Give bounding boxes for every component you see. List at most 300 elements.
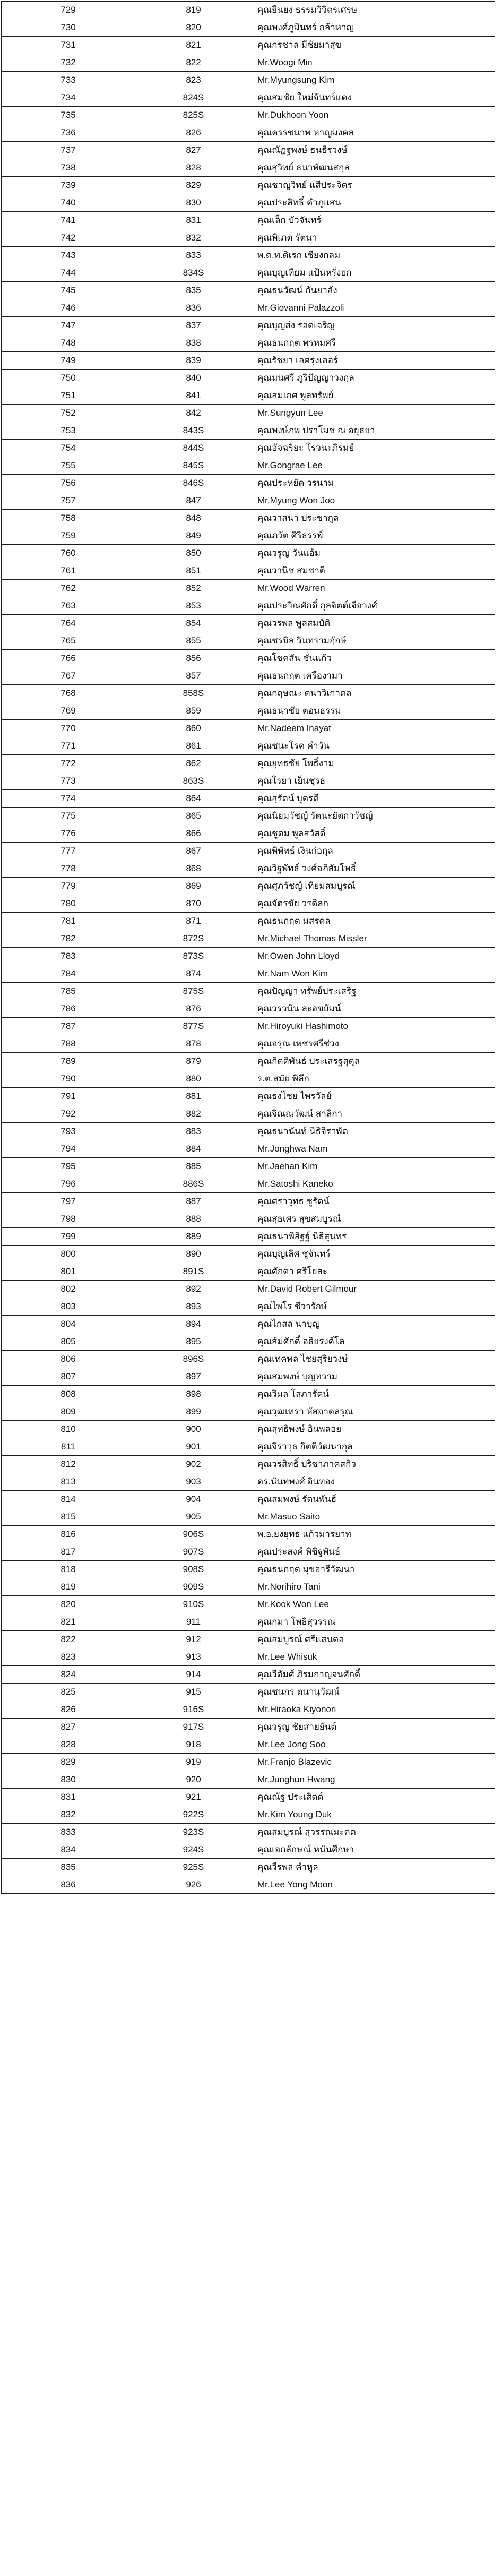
row-number-cell: 732 (2, 54, 135, 72)
member-name-cell: คุณกมา โพธิสุวรรณ (252, 1613, 495, 1631)
member-name-cell: คุณวุฒเทรา หัสถาดลรุณ (252, 1403, 495, 1421)
member-name-cell: คุณอัจฉริยะ โรจนะภิรมย์ (252, 440, 495, 457)
table-row (2, 1298, 495, 1316)
member-name-cell: คุณประหยัด วรนาม (252, 475, 495, 492)
table-row (2, 1491, 495, 1508)
row-number-cell: 736 (2, 124, 135, 142)
table-row (2, 299, 495, 317)
member-code-cell: 835 (135, 282, 252, 299)
member-code-cell: 921 (135, 1789, 252, 1806)
member-code-cell: 862 (135, 755, 252, 772)
row-number-cell: 797 (2, 1193, 135, 1210)
table-row (2, 282, 495, 299)
table-row (2, 1578, 495, 1596)
row-number-cell: 804 (2, 1316, 135, 1333)
row-number-cell: 798 (2, 1210, 135, 1228)
table-row (2, 317, 495, 334)
member-name-cell: Mr.Jonghwa Nam (252, 1140, 495, 1158)
member-name-cell: Mr.Giovanni Palazzoli (252, 299, 495, 317)
member-name-cell: คุณเทคพล ไชยสุริยวงษ์ (252, 1351, 495, 1368)
row-number-cell: 744 (2, 264, 135, 282)
member-name-cell: คุณวรสิทธิ์ ปริชาภาคสกิจ (252, 1456, 495, 1473)
row-number-cell: 777 (2, 843, 135, 860)
member-name-cell: คุณพงษ์ภพ ปราโมช ณ อยุธยา (252, 422, 495, 440)
table-row (2, 334, 495, 352)
row-number-cell: 764 (2, 615, 135, 632)
row-number-cell: 771 (2, 737, 135, 755)
row-number-cell: 765 (2, 632, 135, 650)
member-code-cell: 853 (135, 597, 252, 615)
member-code-cell: 873S (135, 948, 252, 965)
member-name-cell: คุณชนะโรค คำวัน (252, 737, 495, 755)
member-code-cell: 883 (135, 1123, 252, 1140)
member-code-cell: 856 (135, 650, 252, 667)
member-code-cell: 858S (135, 685, 252, 702)
row-number-cell: 822 (2, 1631, 135, 1648)
member-name-cell: Mr.Wood Warren (252, 580, 495, 597)
member-code-cell: 830 (135, 194, 252, 212)
row-number-cell: 785 (2, 983, 135, 1000)
row-number-cell: 757 (2, 492, 135, 510)
table-row (2, 895, 495, 913)
member-code-cell: 838 (135, 334, 252, 352)
member-name-cell: คุณธนวัฒน์ กันยาลัง (252, 282, 495, 299)
table-row (2, 1070, 495, 1088)
table-row (2, 1789, 495, 1806)
row-number-cell: 769 (2, 702, 135, 720)
table-row (2, 475, 495, 492)
member-code-cell: 890 (135, 1246, 252, 1263)
table-row (2, 1648, 495, 1666)
member-code-cell: 884 (135, 1140, 252, 1158)
table-row (2, 1228, 495, 1246)
member-name-cell: คุณมนศรี ภูริปัญญาวงกุล (252, 370, 495, 387)
member-name-cell: ร.ต.สมัย พิลึก (252, 1070, 495, 1088)
table-row (2, 19, 495, 37)
member-name-cell: Mr.Kook Won Lee (252, 1596, 495, 1613)
row-number-cell: 799 (2, 1228, 135, 1246)
table-row (2, 1210, 495, 1228)
table-row (2, 247, 495, 264)
row-number-cell: 737 (2, 142, 135, 159)
member-name-cell: คุณวีดัมศ์ ภิรมกาญจนศักดิ์ (252, 1666, 495, 1684)
row-number-cell: 800 (2, 1246, 135, 1263)
row-number-cell: 826 (2, 1701, 135, 1719)
row-number-cell: 738 (2, 159, 135, 177)
member-name-cell: คุณณัฐ ประเสิตต์ (252, 1789, 495, 1806)
row-number-cell: 831 (2, 1789, 135, 1806)
member-code-cell: 857 (135, 667, 252, 685)
row-number-cell: 820 (2, 1596, 135, 1613)
row-number-cell: 775 (2, 808, 135, 825)
table-row (2, 772, 495, 790)
member-name-cell: พ.อ.ยงยุทธ แก้วมารยาท (252, 1526, 495, 1543)
member-code-cell: 872S (135, 930, 252, 948)
member-code-cell: 847 (135, 492, 252, 510)
member-code-cell: 906S (135, 1526, 252, 1543)
member-name-cell: คุณยืนยง ธรรมวิจิตรเศรษ (252, 2, 495, 19)
row-number-cell: 796 (2, 1175, 135, 1193)
member-name-cell: คุณศราวุทธ ชูรัตน์ (252, 1193, 495, 1210)
member-code-cell: 925S (135, 1859, 252, 1876)
member-code-cell: 881 (135, 1088, 252, 1105)
row-number-cell: 781 (2, 913, 135, 930)
row-number-cell: 743 (2, 247, 135, 264)
table-row (2, 89, 495, 107)
member-name-cell: คุณธนาชัย ตอนธรรม (252, 702, 495, 720)
table-row (2, 632, 495, 650)
member-code-cell: 851 (135, 562, 252, 580)
member-code-cell: 914 (135, 1666, 252, 1684)
row-number-cell: 818 (2, 1561, 135, 1578)
row-number-cell: 748 (2, 334, 135, 352)
member-name-cell: Mr.Gongrae Lee (252, 457, 495, 475)
row-number-cell: 756 (2, 475, 135, 492)
row-number-cell: 749 (2, 352, 135, 370)
row-number-cell: 752 (2, 405, 135, 422)
table-row (2, 1719, 495, 1736)
table-row (2, 580, 495, 597)
row-number-cell: 750 (2, 370, 135, 387)
member-name-cell: คุณศุภวัชญ์ เทียมสมบูรณ์ (252, 878, 495, 895)
member-name-cell: คุณวรพล พูลสมบัติ (252, 615, 495, 632)
row-number-cell: 824 (2, 1666, 135, 1684)
member-code-cell: 850 (135, 545, 252, 562)
member-code-cell: 892 (135, 1281, 252, 1298)
member-code-cell: 910S (135, 1596, 252, 1613)
member-name-cell: Mr.Dukhoon Yoon (252, 107, 495, 124)
member-code-cell: 836 (135, 299, 252, 317)
row-number-cell: 835 (2, 1859, 135, 1876)
member-name-cell: Mr.Hiraoka Kiyonori (252, 1701, 495, 1719)
table-row (2, 948, 495, 965)
member-code-cell: 895 (135, 1333, 252, 1351)
table-row (2, 965, 495, 983)
table-row (2, 878, 495, 895)
table-row (2, 860, 495, 878)
member-code-cell: 859 (135, 702, 252, 720)
table-row (2, 370, 495, 387)
table-row (2, 142, 495, 159)
member-code-cell: 918 (135, 1736, 252, 1754)
row-number-cell: 776 (2, 825, 135, 843)
member-code-cell: 821 (135, 37, 252, 54)
table-row (2, 1140, 495, 1158)
member-name-cell: Mr.Jaehan Kim (252, 1158, 495, 1175)
member-name-cell: คุณยุทธชัย โพธิ์งาม (252, 755, 495, 772)
member-name-cell: คุณประวีณศักดิ์ กุลจิตต์เจือวงศ์ (252, 597, 495, 615)
member-name-cell: คุณกรชาล มีชัยมาสุข (252, 37, 495, 54)
row-number-cell: 731 (2, 37, 135, 54)
member-name-cell: Mr.Myungsung Kim (252, 72, 495, 89)
row-number-cell: 803 (2, 1298, 135, 1316)
member-code-cell: 901 (135, 1438, 252, 1456)
table-row (2, 1631, 495, 1648)
table-row (2, 72, 495, 89)
member-code-cell: 843S (135, 422, 252, 440)
member-name-cell: คุณโชคสัน ชั่นแก้ว (252, 650, 495, 667)
member-name-cell: คุณนิยมวัชญ์ รัตนะยัตกาวัชญ์ (252, 808, 495, 825)
member-code-cell: 832 (135, 229, 252, 247)
table-row (2, 1736, 495, 1754)
table-row (2, 755, 495, 772)
table-row (2, 1088, 495, 1105)
row-number-cell: 759 (2, 527, 135, 545)
row-number-cell: 766 (2, 650, 135, 667)
member-code-cell: 823 (135, 72, 252, 89)
member-code-cell: 878 (135, 1035, 252, 1053)
member-name-cell: คุณปัญญา ทรัพย์ประเสริฐ (252, 983, 495, 1000)
member-code-cell: 912 (135, 1631, 252, 1648)
member-name-cell: คุณประสงค์ พิชิฐพันธ์ (252, 1543, 495, 1561)
table-row (2, 737, 495, 755)
table-row (2, 843, 495, 860)
member-name-cell: Mr.Satoshi Kaneko (252, 1175, 495, 1193)
table-row (2, 790, 495, 808)
member-name-cell: คุณสมบูรณ์ สุวรรณมะคต (252, 1824, 495, 1841)
row-number-cell: 832 (2, 1806, 135, 1824)
table-row (2, 1035, 495, 1053)
member-name-cell: คุณศักดา ศรีโยสะ (252, 1263, 495, 1281)
member-code-cell: 827 (135, 142, 252, 159)
member-code-cell: 908S (135, 1561, 252, 1578)
member-code-cell: 841 (135, 387, 252, 405)
table-row (2, 212, 495, 229)
member-name-cell: คุณวิมล โสภารัตน์ (252, 1386, 495, 1403)
row-number-cell: 829 (2, 1754, 135, 1771)
row-number-cell: 811 (2, 1438, 135, 1456)
table-row (2, 1368, 495, 1386)
member-name-cell: คุณบุญเทียม แป้นหรั่งยก (252, 264, 495, 282)
row-number-cell: 762 (2, 580, 135, 597)
row-number-cell: 734 (2, 89, 135, 107)
row-number-cell: 791 (2, 1088, 135, 1105)
member-code-cell: 899 (135, 1403, 252, 1421)
member-code-cell: 924S (135, 1841, 252, 1859)
row-number-cell: 783 (2, 948, 135, 965)
table-row (2, 1333, 495, 1351)
member-code-cell: 913 (135, 1648, 252, 1666)
member-code-cell: 854 (135, 615, 252, 632)
table-row (2, 913, 495, 930)
table-row (2, 457, 495, 475)
row-number-cell: 754 (2, 440, 135, 457)
row-number-cell: 788 (2, 1035, 135, 1053)
member-name-cell: คุณวานิช สมชาติ (252, 562, 495, 580)
table-row (2, 983, 495, 1000)
row-number-cell: 746 (2, 299, 135, 317)
table-row (2, 510, 495, 527)
row-number-cell: 801 (2, 1263, 135, 1281)
member-name-cell: คุณสุรัตน์ บุตรดี (252, 790, 495, 808)
row-number-cell: 807 (2, 1368, 135, 1386)
member-code-cell: 869 (135, 878, 252, 895)
member-name-cell: คุณกิตติพันธ์ ประเสรฐสุดุล (252, 1053, 495, 1070)
member-name-cell: คุณวีรพล คำหูล (252, 1859, 495, 1876)
member-code-cell: 920 (135, 1771, 252, 1789)
member-name-cell: คุณธนาพิสิฐฐ์ นิธิสุนทร (252, 1228, 495, 1246)
table-row (2, 229, 495, 247)
table-row (2, 1613, 495, 1631)
member-code-cell: 819 (135, 2, 252, 19)
member-code-cell: 866 (135, 825, 252, 843)
member-code-cell: 887 (135, 1193, 252, 1210)
member-code-cell: 840 (135, 370, 252, 387)
member-code-cell: 828 (135, 159, 252, 177)
table-row (2, 667, 495, 685)
table-row (2, 562, 495, 580)
row-number-cell: 730 (2, 19, 135, 37)
row-number-cell: 809 (2, 1403, 135, 1421)
member-code-cell: 829 (135, 177, 252, 194)
row-number-cell: 806 (2, 1351, 135, 1368)
row-number-cell: 739 (2, 177, 135, 194)
row-number-cell: 729 (2, 2, 135, 19)
member-code-cell: 822 (135, 54, 252, 72)
row-number-cell: 733 (2, 72, 135, 89)
member-name-cell: คุณเล็ก บัวจันทร์ (252, 212, 495, 229)
row-number-cell: 795 (2, 1158, 135, 1175)
member-name-cell: คุณวาสนา ประชากูล (252, 510, 495, 527)
member-code-cell: 870 (135, 895, 252, 913)
row-number-cell: 745 (2, 282, 135, 299)
member-name-cell: Mr.Franjo Blazevic (252, 1754, 495, 1771)
member-name-cell: คุณพิเภต รัตนา (252, 229, 495, 247)
member-code-cell: 917S (135, 1719, 252, 1736)
table-row (2, 1596, 495, 1613)
member-table (1, 1, 495, 1894)
row-number-cell: 789 (2, 1053, 135, 1070)
row-number-cell: 819 (2, 1578, 135, 1596)
member-code-cell: 868 (135, 860, 252, 878)
member-code-cell: 922S (135, 1806, 252, 1824)
table-row (2, 37, 495, 54)
row-number-cell: 827 (2, 1719, 135, 1736)
member-code-cell: 896S (135, 1351, 252, 1368)
member-code-cell: 907S (135, 1543, 252, 1561)
row-number-cell: 758 (2, 510, 135, 527)
member-name-cell: คุณสมเกศ พูลทรัพย์ (252, 387, 495, 405)
member-name-cell: คุณชนกร ตนานุวัฒน์ (252, 1684, 495, 1701)
member-code-cell: 885 (135, 1158, 252, 1175)
row-number-cell: 770 (2, 720, 135, 737)
member-name-cell: คุณอรุณ เพชรศรีช่วง (252, 1035, 495, 1053)
member-code-cell: 886S (135, 1175, 252, 1193)
row-number-cell: 825 (2, 1684, 135, 1701)
table-row (2, 615, 495, 632)
table-row (2, 1824, 495, 1841)
row-number-cell: 751 (2, 387, 135, 405)
member-code-cell: 874 (135, 965, 252, 983)
member-name-cell: Mr.Myung Won Joo (252, 492, 495, 510)
row-number-cell: 767 (2, 667, 135, 685)
member-code-cell: 855 (135, 632, 252, 650)
table-row (2, 1105, 495, 1123)
table-row (2, 1666, 495, 1684)
member-name-cell: คุณจรูญ วันแอ้ม (252, 545, 495, 562)
table-row (2, 1771, 495, 1789)
member-name-cell: Mr.Nam Won Kim (252, 965, 495, 983)
row-number-cell: 787 (2, 1018, 135, 1035)
row-number-cell: 780 (2, 895, 135, 913)
member-code-cell: 891S (135, 1263, 252, 1281)
member-code-cell: 864 (135, 790, 252, 808)
member-name-cell: คุณธงไชย ไพรวัลย์ (252, 1088, 495, 1105)
row-number-cell: 833 (2, 1824, 135, 1841)
member-code-cell: 903 (135, 1473, 252, 1491)
table-row (2, 1438, 495, 1456)
member-name-cell: Mr.Sungyun Lee (252, 405, 495, 422)
row-number-cell: 782 (2, 930, 135, 948)
member-code-cell: 837 (135, 317, 252, 334)
row-number-cell: 772 (2, 755, 135, 772)
row-number-cell: 735 (2, 107, 135, 124)
member-name-cell: คุณส้มศักดิ์ อธิยรงค์โล (252, 1333, 495, 1351)
table-row (2, 1403, 495, 1421)
member-code-cell: 831 (135, 212, 252, 229)
table-row (2, 808, 495, 825)
table-row (2, 545, 495, 562)
table-row (2, 597, 495, 615)
table-row (2, 1754, 495, 1771)
member-name-cell: คุณชาญวิทย์ แสีประจิตร (252, 177, 495, 194)
table-row (2, 1876, 495, 1894)
member-name-cell: Mr.Masuo Saito (252, 1508, 495, 1526)
member-name-cell: คุณธนกฤต มสรดล (252, 913, 495, 930)
table-row (2, 930, 495, 948)
table-row (2, 1701, 495, 1719)
member-code-cell: 834S (135, 264, 252, 282)
row-number-cell: 814 (2, 1491, 135, 1508)
row-number-cell: 784 (2, 965, 135, 983)
table-row (2, 1859, 495, 1876)
member-name-cell: คุณสมชัย ใหม่จันทร์แดง (252, 89, 495, 107)
table-row (2, 1123, 495, 1140)
member-name-cell: คุณบุญส่ง รอดเจริญ (252, 317, 495, 334)
member-name-cell: Mr.Norihiro Tani (252, 1578, 495, 1596)
member-code-cell: 877S (135, 1018, 252, 1035)
member-name-cell: คุณจิณณวัฒน์ สาลิกา (252, 1105, 495, 1123)
member-name-cell: คุณสุวิทย์ ธนาพัฒนสกุล (252, 159, 495, 177)
member-code-cell: 844S (135, 440, 252, 457)
row-number-cell: 792 (2, 1105, 135, 1123)
member-name-cell: Mr.Lee Yong Moon (252, 1876, 495, 1894)
row-number-cell: 830 (2, 1771, 135, 1789)
row-number-cell: 773 (2, 772, 135, 790)
row-number-cell: 774 (2, 790, 135, 808)
table-row (2, 702, 495, 720)
member-name-cell: คุณพิพัทธ์ เงินก่อกุล (252, 843, 495, 860)
member-name-cell: คุณธนานันท์ นิธิจิราพัต (252, 1123, 495, 1140)
table-row (2, 107, 495, 124)
member-name-cell: คุณสมพงษ์ รัตนพันธ์ (252, 1491, 495, 1508)
member-code-cell: 909S (135, 1578, 252, 1596)
table-row (2, 1281, 495, 1298)
member-code-cell: 852 (135, 580, 252, 597)
member-name-cell: คุณประสิทธิ์ คำภูแสน (252, 194, 495, 212)
table-row (2, 527, 495, 545)
member-name-cell: คุณจรูญ ชัยสายยันต์ (252, 1719, 495, 1736)
row-number-cell: 834 (2, 1841, 135, 1859)
row-number-cell: 761 (2, 562, 135, 580)
member-name-cell: Mr.David Robert Gilmour (252, 1281, 495, 1298)
table-row (2, 1421, 495, 1438)
row-number-cell: 813 (2, 1473, 135, 1491)
member-name-cell: คุณธนกฤต พรหมศรี (252, 334, 495, 352)
table-row (2, 720, 495, 737)
table-row (2, 387, 495, 405)
row-number-cell: 821 (2, 1613, 135, 1631)
